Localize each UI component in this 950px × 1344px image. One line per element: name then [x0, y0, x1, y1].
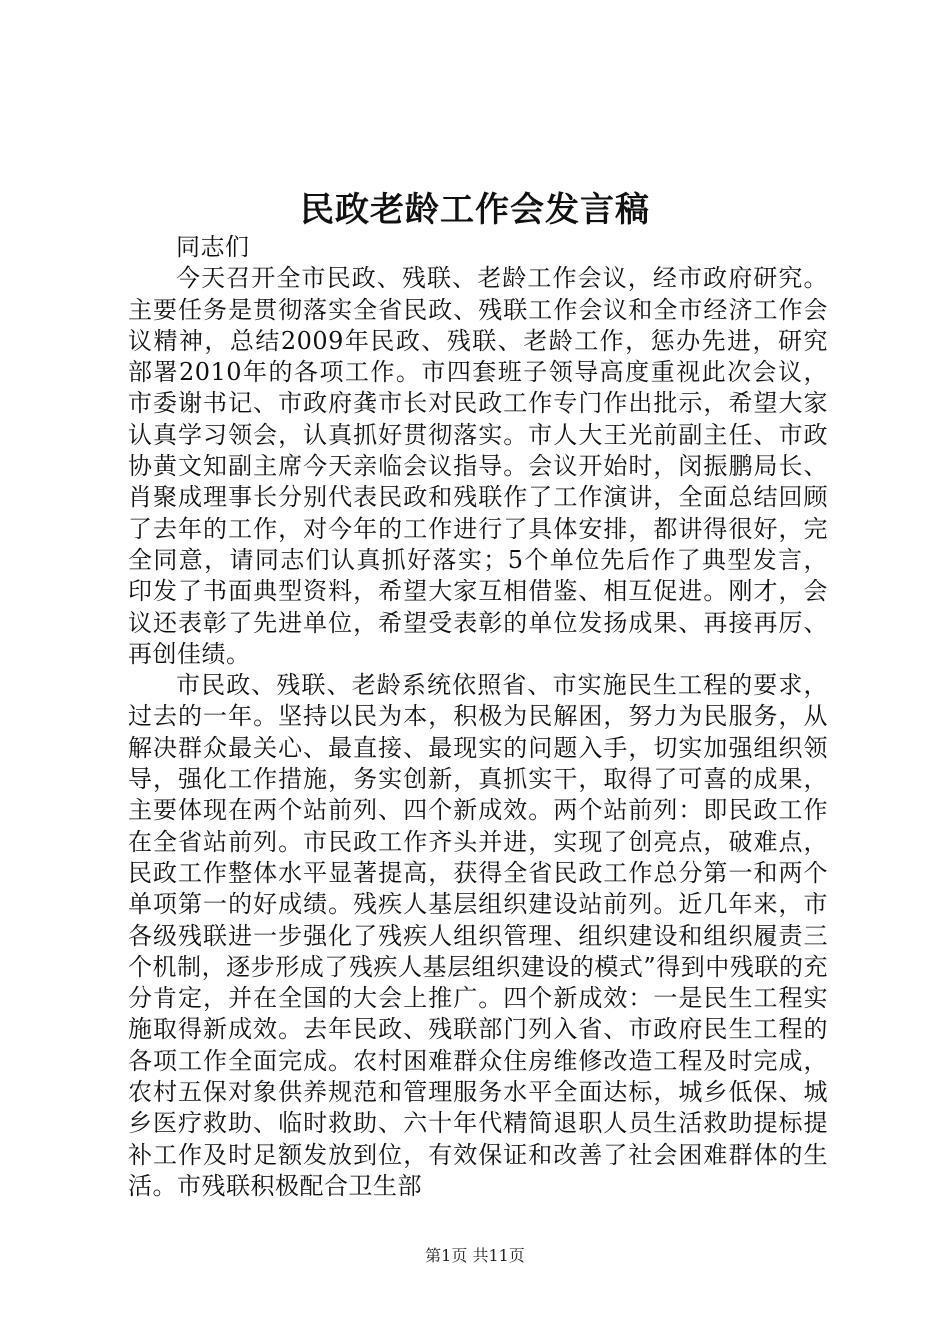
page-number-footer: 第1页 共11页 [425, 1246, 525, 1265]
document-body [128, 232, 828, 1202]
document-title: 民政老龄工作会发言稿 [300, 190, 650, 230]
paragraph: 市民政、残联、老龄系统依照省、市实施民生工程的要求，过去的一年。坚持以民为本，积极为民解困，努力为民服务，从解决群众最关心、最直接、最现实的问题入手，切实加强组织领导，强化工作措施，务实创新，真抓实干，取得了可喜的成果，主要体现在两个站前列、四个新成效。两个站前列：即民政工作在全省站前列。市民政工作齐头并进，实现了创亮点，破难点，民政工作整体水平显著提高，获得全省民政工作总分第一和两个单项第一的好成绩。残疾人基层组织建设站前列。近几年来，市各级残联进一步强化了残疾人组织管理、组织建设和组织履责三个机制，逐步形成了残疾人基层组织建设的模式”得到中残联的充分肯定，并在全国的大会上推广。四个新成效：一是民生工程实施取得新成效。去年民政、残联部门列入省、市政府民生工程的各项工作全面完成。农村困难群众住房维修改造工程及时完成，农村五保对象供养规范和管理服务水平全面达标，城乡低保、城乡医疗救助、临时救助、六十年代精简退职人员生活救助提标提补工作及时足额发放到位，有效保证和改善了社会困难群体的生活。市残联积极配合卫生部 [128, 671, 828, 1200]
salutation: 同志们 [176, 233, 250, 261]
paragraph: 今天召开全市民政、残联、老龄工作会议，经市政府研究。主要任务是贯彻落实全省民政、残联工作会议和全市经济工作会议精神，总结2009年民政、残联、老龄工作，惩办先进，研究部署2010年的各项工作。市四套班子领导高度重视此次会议，市委谢书记、市政府龚市长对民政工作专门作出批示，希望大家认真学习领会，认真抓好贯彻落实。市人大王光前副主任、市政协黄文知副主席今天亲临会议指导。会议开始时，闵振鹏局长、肖聚成理事长分别代表民政和残联作了工作演讲，全面总结回顾了去年的工作，对今年的工作进行了具体安排，都讲得很好，完全同意，请同志们认真抓好落实；5个单位先后作了典型发言，印发了书面典型资料，希望大家互相借鉴、相互促进。刚才，会议还表彰了先进单位，希望受表彰的单位发扬成果、再接再厉、再创佳绩。 [128, 264, 828, 668]
